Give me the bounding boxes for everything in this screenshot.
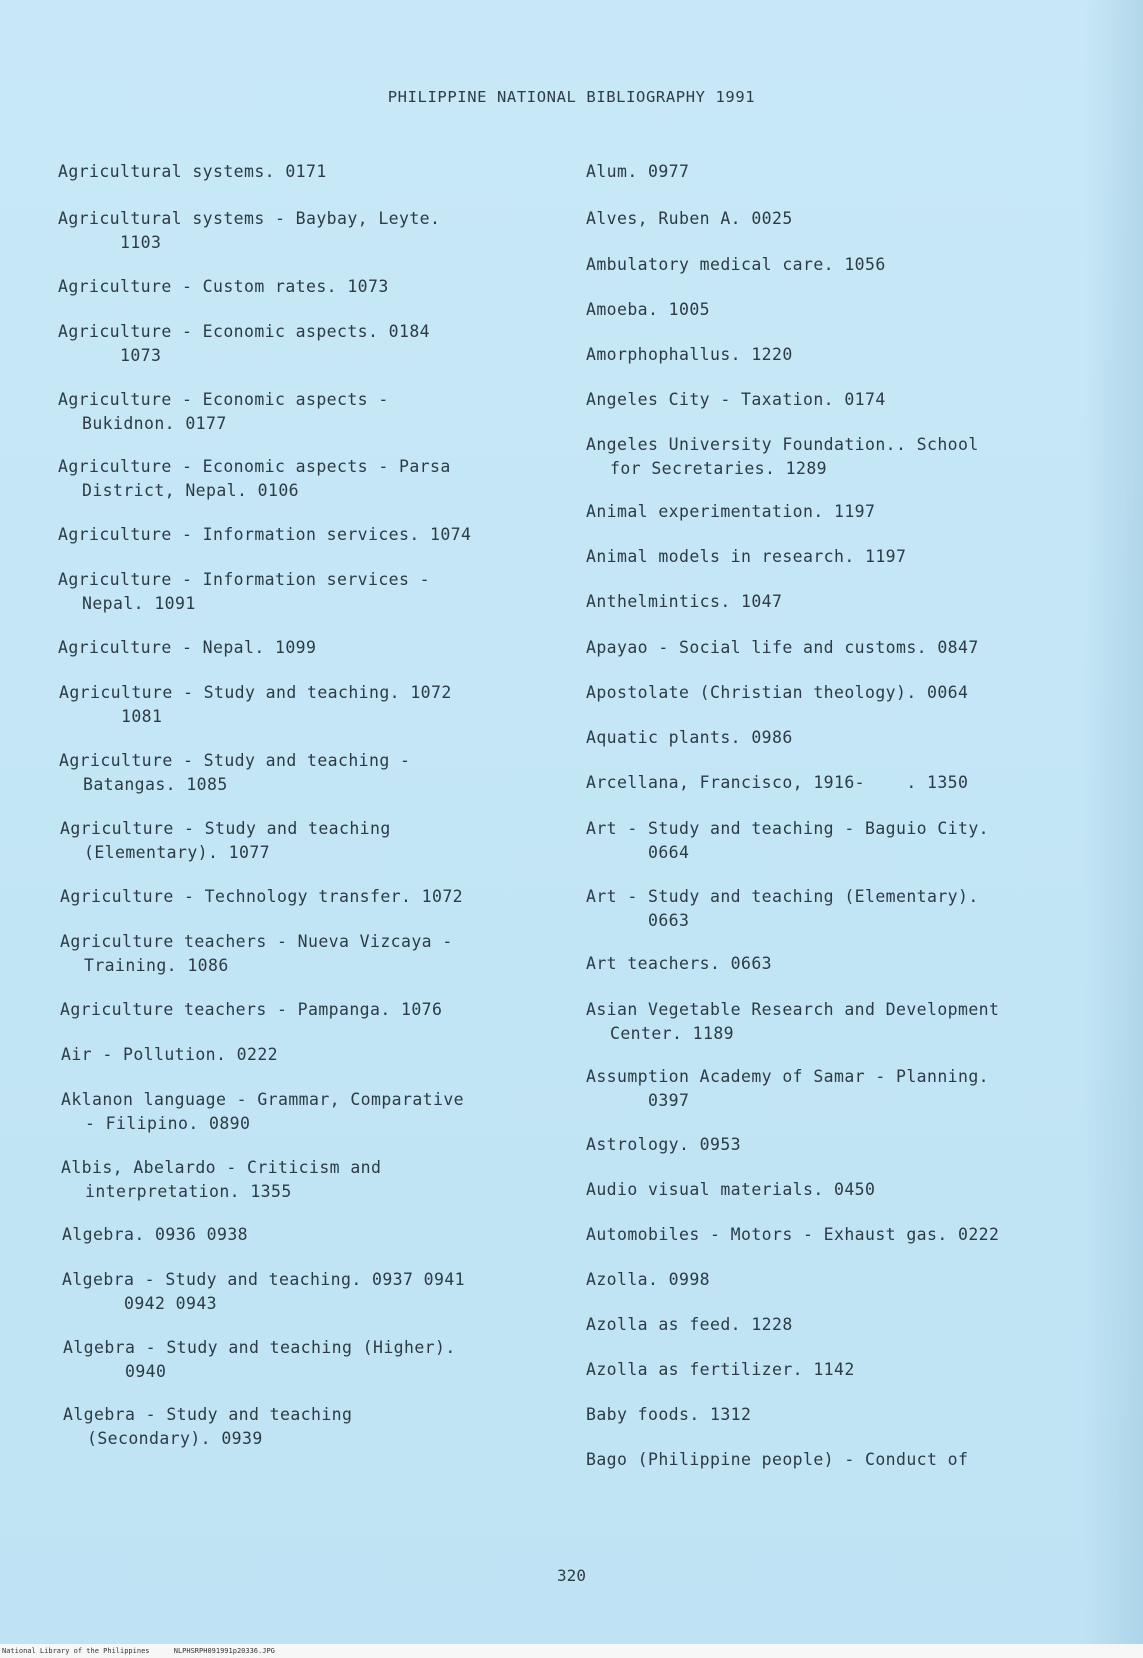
index-entry: [586, 500, 875, 524]
entry-heading: Agriculture - Information services. 1074: [58, 525, 472, 544]
entry-heading: Agriculture - Study and teaching: [60, 819, 391, 838]
index-entry: [58, 636, 316, 660]
entry-continuation: Bukidnon. 0177: [82, 414, 227, 433]
index-entry: [586, 160, 689, 184]
entry-continuation: Training. 1086: [84, 956, 229, 975]
entry-heading: Asian Vegetable Research and Development: [586, 1000, 1000, 1019]
entry-heading: Agricultural systems - Baybay, Leyte.: [58, 209, 441, 228]
footer-institution: National Library of the Philippines: [2, 1647, 150, 1655]
index-entry: [586, 1358, 855, 1382]
entry-heading: Agriculture - Economic aspects -: [58, 390, 389, 409]
entry-heading: Agriculture - Economic aspects. 0184: [58, 322, 431, 341]
index-entry: [586, 1403, 751, 1427]
entry-heading: Azolla. 0998: [586, 1270, 711, 1289]
entry-heading: Air - Pollution. 0222: [61, 1045, 279, 1064]
index-entry: [59, 681, 452, 729]
index-entry: [63, 1336, 456, 1384]
entry-heading: Bago (Philippine people) - Conduct of: [586, 1450, 969, 1469]
entry-heading: Audio visual materials. 0450: [586, 1180, 876, 1199]
entry-continuation: - Filipino. 0890: [85, 1114, 251, 1133]
index-entry: [586, 1133, 741, 1157]
index-entry: [586, 388, 886, 412]
entry-continuation: interpretation. 1355: [85, 1182, 292, 1201]
index-entry: [61, 1043, 278, 1067]
index-entry: [586, 590, 782, 614]
entry-continuation: 0397: [648, 1091, 690, 1110]
entry-heading: Alum. 0977: [586, 162, 690, 181]
entry-heading: Aklanon language - Grammar, Comparative: [61, 1090, 465, 1109]
entry-heading: Art - Study and teaching - Baguio City.: [586, 819, 990, 838]
index-entry: [62, 1268, 465, 1316]
entry-heading: Azolla as fertilizer. 1142: [586, 1360, 855, 1379]
index-entry: [586, 1178, 875, 1202]
entry-continuation: 0663: [648, 911, 690, 930]
entry-heading: Algebra - Study and teaching (Higher).: [63, 1338, 456, 1357]
entry-heading: Baby foods. 1312: [586, 1405, 752, 1424]
index-entry: [58, 320, 430, 368]
index-entry: [586, 545, 906, 569]
index-entry: [60, 930, 453, 978]
index-entry: [58, 388, 389, 436]
entry-continuation: for Secretaries. 1289: [610, 459, 828, 478]
index-entry: [60, 998, 442, 1022]
index-entry: [586, 885, 979, 933]
entry-continuation: District, Nepal. 0106: [82, 481, 300, 500]
index-entry: [60, 885, 463, 909]
index-entry: [586, 952, 772, 976]
entry-continuation: Batangas. 1085: [83, 775, 228, 794]
index-entry: [61, 1088, 464, 1136]
entry-continuation: (Elementary). 1077: [84, 843, 271, 862]
index-entry: [58, 523, 471, 547]
entry-heading: Angeles City - Taxation. 0174: [586, 390, 886, 409]
entry-continuation: 1103: [120, 233, 162, 252]
index-entry: [586, 343, 793, 367]
entry-heading: Assumption Academy of Samar - Planning.: [586, 1067, 990, 1086]
page-number: 320: [557, 1566, 586, 1585]
entry-heading: Amorphophallus. 1220: [586, 345, 793, 364]
entry-heading: Aquatic plants. 0986: [586, 728, 793, 747]
entry-heading: Agriculture - Study and teaching. 1072: [59, 683, 452, 702]
entry-heading: Apostolate (Christian theology). 0064: [586, 683, 969, 702]
index-entry: [58, 455, 451, 503]
index-entry: [58, 568, 430, 616]
entry-continuation: 1073: [120, 346, 162, 365]
index-entry: [586, 1223, 999, 1247]
scan-footer: [0, 1644, 1143, 1658]
index-entry: [586, 998, 999, 1046]
entry-heading: Agriculture teachers - Pampanga. 1076: [60, 1000, 443, 1019]
index-entry: [58, 275, 389, 299]
index-entry: [586, 298, 710, 322]
entry-continuation: Center. 1189: [610, 1024, 735, 1043]
entry-heading: Agriculture - Technology transfer. 1072: [60, 887, 464, 906]
index-entry: [586, 1065, 989, 1113]
index-entry: [61, 1156, 381, 1204]
entry-heading: Apayao - Social life and customs. 0847: [586, 638, 979, 657]
entry-continuation: Nepal. 1091: [82, 594, 196, 613]
entry-continuation: 0940: [125, 1362, 167, 1381]
entry-heading: Agriculture - Information services -: [58, 570, 431, 589]
entry-heading: Animal models in research. 1197: [586, 547, 907, 566]
index-entry: [586, 817, 989, 865]
entry-heading: Agriculture - Study and teaching -: [59, 751, 411, 770]
entry-heading: Agricultural systems. 0171: [58, 162, 327, 181]
index-entry: [586, 1268, 710, 1292]
entry-heading: Astrology. 0953: [586, 1135, 742, 1154]
entry-heading: Algebra - Study and teaching. 0937 0941: [62, 1270, 466, 1289]
page-edge-shadow: [1083, 0, 1143, 1658]
entry-heading: Angeles University Foundation.. School: [586, 435, 979, 454]
index-entry: [586, 1448, 968, 1472]
index-entry: [62, 1223, 248, 1247]
index-entry: [586, 636, 979, 660]
entry-heading: Amoeba. 1005: [586, 300, 711, 319]
entry-heading: Algebra. 0936 0938: [62, 1225, 249, 1244]
entry-continuation: 0664: [648, 843, 690, 862]
entry-heading: Art teachers. 0663: [586, 954, 773, 973]
index-entry: [586, 1313, 793, 1337]
entry-heading: Alves, Ruben A. 0025: [586, 209, 793, 228]
index-entry: [586, 253, 886, 277]
entry-heading: Albis, Abelardo - Criticism and: [61, 1158, 382, 1177]
footer-file-id: NLPHSRPH091991p20336.JPG: [173, 1647, 275, 1655]
index-entry: [63, 1403, 352, 1451]
entry-heading: Agriculture - Nepal. 1099: [58, 638, 317, 657]
entry-heading: Ambulatory medical care. 1056: [586, 255, 886, 274]
entry-heading: Agriculture - Custom rates. 1073: [58, 277, 389, 296]
index-entry: [586, 771, 968, 795]
entry-heading: Algebra - Study and teaching: [63, 1405, 353, 1424]
entry-heading: Anthelmintics. 1047: [586, 592, 783, 611]
index-entry: [58, 160, 327, 184]
running-head: PHILIPPINE NATIONAL BIBLIOGRAPHY 1991: [387, 88, 756, 106]
index-entry: [586, 726, 793, 750]
entry-heading: Agriculture - Economic aspects - Parsa: [58, 457, 451, 476]
index-entry: [59, 749, 410, 797]
index-entry: [58, 207, 440, 255]
index-entry: [586, 207, 793, 231]
index-entry: [60, 817, 391, 865]
entry-heading: Agriculture teachers - Nueva Vizcaya -: [60, 932, 453, 951]
entry-continuation: 1081: [121, 707, 163, 726]
entry-heading: Art - Study and teaching (Elementary).: [586, 887, 979, 906]
entry-continuation: 0942 0943: [124, 1294, 218, 1313]
entry-heading: Azolla as feed. 1228: [586, 1315, 793, 1334]
entry-heading: Animal experimentation. 1197: [586, 502, 876, 521]
entry-heading: Arcellana, Francisco, 1916- . 1350: [586, 773, 969, 792]
entry-heading: Automobiles - Motors - Exhaust gas. 0222: [586, 1225, 1000, 1244]
index-entry: [586, 681, 968, 705]
entry-continuation: (Secondary). 0939: [87, 1429, 263, 1448]
index-entry: [586, 433, 979, 481]
